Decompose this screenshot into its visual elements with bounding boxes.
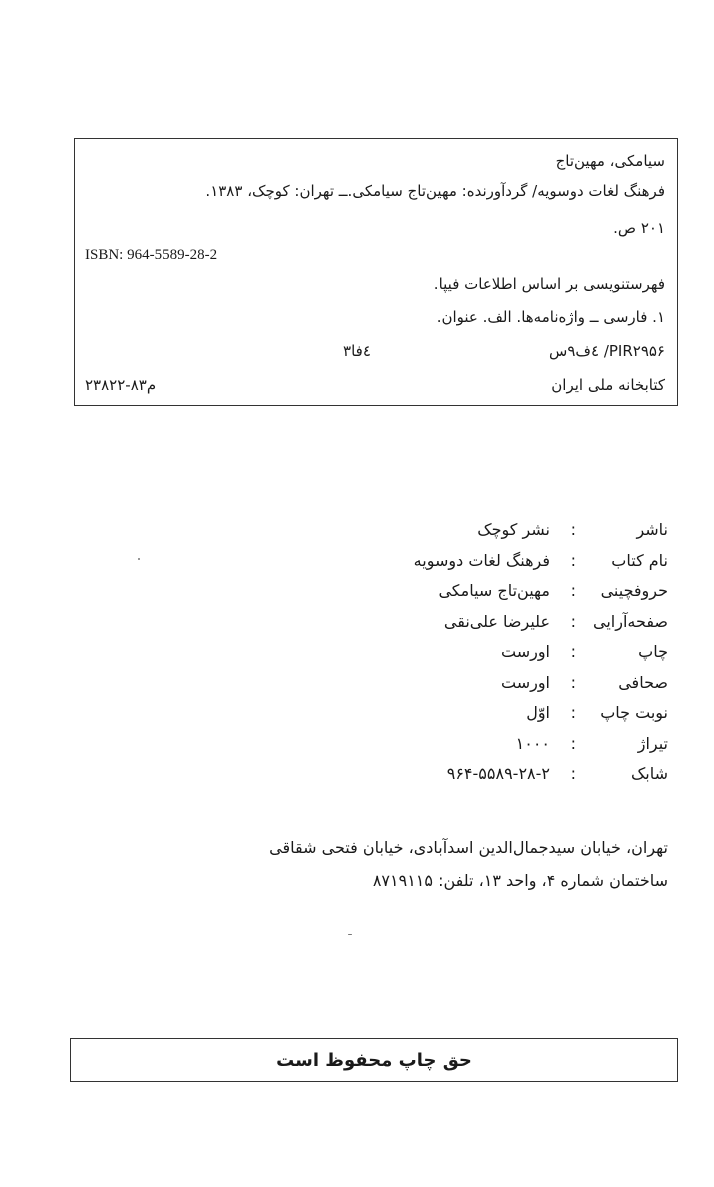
imprint-value: اوّل: [526, 703, 550, 722]
scan-speck: [138, 558, 140, 560]
imprint-row-isbn: [228, 759, 668, 790]
imprint-value: فرهنگ لغات دوسویه: [413, 550, 550, 570]
imprint-row-binding: [228, 668, 668, 699]
imprint-value: اورست: [500, 672, 550, 692]
copyright-notice: حق چاپ محفوظ است: [276, 1049, 472, 1071]
imprint-colon: :: [570, 581, 576, 600]
cip-dewey-class: ٤فا۳: [343, 342, 371, 360]
scan-speck: [348, 934, 352, 935]
imprint-row-book-title: [228, 546, 668, 577]
cip-fipa-note: فهرستنویسی بر اساس اطلاعات فیپا.: [433, 275, 665, 293]
imprint-label: چاپ: [638, 642, 668, 661]
address-line-1: تهران، خیابان سیدجمال‌الدین اسدآبادی، خیابان فتحی شقاقی: [269, 838, 668, 857]
imprint-value: ۱۰۰۰: [515, 733, 550, 753]
imprint-value: علیرضا علی‌نقی: [443, 611, 550, 631]
imprint-row-circulation: [228, 729, 668, 760]
imprint-label: صحافی: [618, 672, 668, 692]
imprint-colon: :: [570, 764, 576, 783]
imprint-colon: :: [570, 520, 576, 539]
imprint-colon: :: [570, 672, 576, 692]
cip-record-number: م۸۳-۲۳۸۲۲: [85, 376, 157, 394]
cip-isbn: ISBN: 964-5589-28-2: [85, 247, 218, 263]
copyright-box: [70, 1038, 678, 1082]
imprint-colon: :: [570, 733, 576, 753]
imprint-row-publisher: [228, 515, 668, 546]
imprint-label: نوبت چاپ: [600, 703, 668, 722]
imprint-value: اورست: [500, 642, 550, 661]
imprint-value: مهین‌تاج سیامکی: [438, 581, 550, 600]
address-line-2: ساختمان شماره ۴، واحد ۱۳، تلفن: ۸۷۱۹۱۱۵: [372, 871, 668, 890]
cip-pages: ۲۰۱ ص.: [613, 219, 665, 237]
imprint-colon: :: [570, 703, 576, 722]
imprint-label: شابک: [630, 764, 668, 783]
imprint-row-edition: [228, 698, 668, 729]
imprint-colon: :: [570, 642, 576, 661]
imprint-value: نشر کوچک: [477, 520, 550, 539]
cip-subjects: ۱. فارسی ــ واژه‌نامه‌ها. الف. عنوان.: [436, 308, 665, 326]
cip-lc-class: PIR۲۹۵۶/ ٤ف۹س: [549, 342, 665, 360]
imprint-row-printing: [228, 637, 668, 668]
cip-title-line: فرهنگ لغات دوسویه/ گردآورنده: مهین‌تاج سیامکی.ــ تهران: کوچک، ۱۳۸۳.: [205, 182, 665, 200]
cip-box: [74, 138, 678, 406]
imprint-label: صفحه‌آرایی: [593, 611, 668, 631]
imprint-label: ناشر: [636, 520, 668, 539]
imprint-label: تیراژ: [637, 733, 668, 753]
imprint-value: ۹۶۴-۵۵۸۹-۲۸-۲: [446, 764, 550, 783]
cip-author: سیامکی، مهین‌تاج: [555, 152, 665, 170]
imprint-list: [228, 515, 668, 790]
cip-library: کتابخانه ملی ایران: [551, 376, 665, 394]
imprint-colon: :: [570, 611, 576, 631]
imprint-row-layout: [228, 607, 668, 638]
imprint-row-typesetting: [228, 576, 668, 607]
imprint-label: نام کتاب: [611, 550, 668, 570]
imprint-colon: :: [570, 550, 576, 570]
imprint-label: حروفچینی: [600, 581, 668, 600]
